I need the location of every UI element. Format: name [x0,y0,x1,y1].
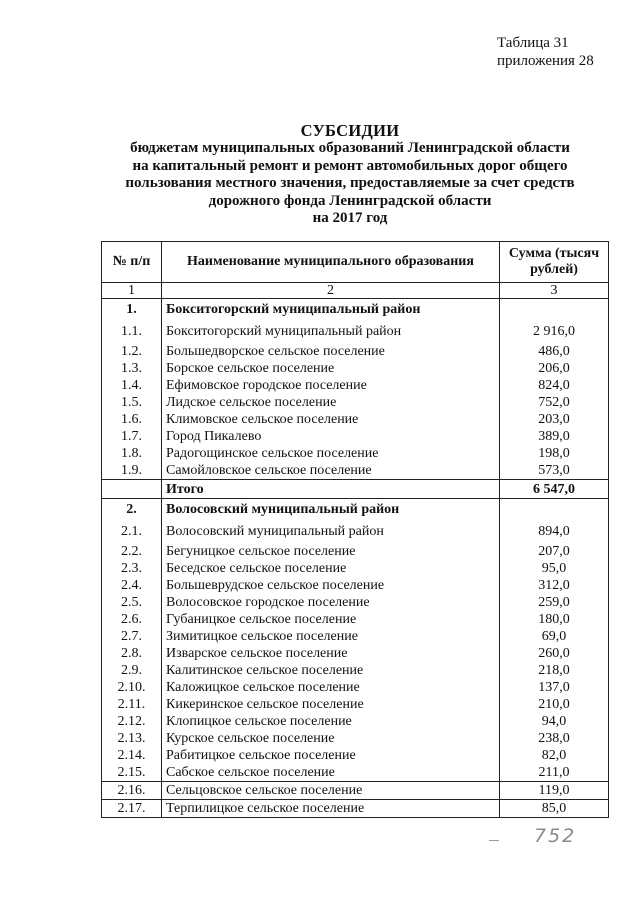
row-name: Бегуницкое сельское поселение [162,543,500,560]
row-num: 2.16. [102,782,162,800]
row-name: Рабитицкое сельское поселение [162,747,500,764]
section-name: Волосовский муниципальный район [162,499,500,520]
row-num: 1.8. [102,445,162,462]
row-value: 238,0 [500,730,609,747]
dash-mark [489,840,499,841]
title-line: на капитальный ремонт и ремонт автомобильных дорог общего [132,157,568,174]
section-value [500,299,609,320]
table-row [102,462,609,480]
table-row [102,360,609,377]
row-name: Радогощинское сельское поселение [162,445,500,462]
table-row [102,628,609,645]
row-name: Беседское сельское поселение [162,560,500,577]
table-row [102,800,609,818]
row-value: 210,0 [500,696,609,713]
row-name: Город Пикалево [162,428,500,445]
section-row [102,499,609,520]
row-value: 486,0 [500,343,609,360]
row-num: 1.7. [102,428,162,445]
total-row [102,480,609,499]
table-row [102,662,609,679]
table-row [102,679,609,696]
table-row [102,713,609,730]
table-row [102,543,609,560]
row-value: 259,0 [500,594,609,611]
row-name: Губаницкое сельское поселение [162,611,500,628]
row-num: 2.10. [102,679,162,696]
row-num: 1.1. [102,319,162,343]
table-row [102,696,609,713]
table-row [102,730,609,747]
table-row [102,577,609,594]
table-row [102,343,609,360]
document-title [60,121,640,228]
row-name: Терпилицкое сельское поселение [162,800,500,818]
row-name: Большедворское сельское поселение [162,343,500,360]
table-row [102,782,609,800]
row-value: 752,0 [500,394,609,411]
section-value [500,499,609,520]
section-num: 1. [102,299,162,320]
row-name: Сельцовское сельское поселение [162,782,500,800]
table-row [102,319,609,343]
header-num: № п/п [102,242,162,283]
column-numbers-row [102,283,609,299]
table-row [102,519,609,543]
reference-table-number: Таблица 31 [497,35,569,51]
row-num: 2.3. [102,560,162,577]
column-number: 2 [162,283,500,299]
subsidies-table [101,241,609,818]
row-name: Калитинское сельское поселение [162,662,500,679]
row-num: 2.2. [102,543,162,560]
row-num: 2.1. [102,519,162,543]
row-name: Волосовское городское поселение [162,594,500,611]
row-value: 312,0 [500,577,609,594]
row-num: 1.4. [102,377,162,394]
table-row [102,594,609,611]
row-num: 2.13. [102,730,162,747]
row-name: Волосовский муниципальный район [162,519,500,543]
row-value: 573,0 [500,462,609,480]
table-row [102,560,609,577]
row-value: 206,0 [500,360,609,377]
row-name: Каложицкое сельское поселение [162,679,500,696]
section-name: Бокситогорский муниципальный район [162,299,500,320]
total-num [102,480,162,499]
reference-appendix-number: приложения 28 [497,53,594,69]
row-value: 218,0 [500,662,609,679]
section-num: 2. [102,499,162,520]
row-num: 2.12. [102,713,162,730]
table-row [102,377,609,394]
row-name: Изварское сельское поселение [162,645,500,662]
row-name: Зимитицкое сельское поселение [162,628,500,645]
row-value: 69,0 [500,628,609,645]
row-name: Самойловское сельское поселение [162,462,500,480]
table-reference [497,34,627,70]
title-line: бюджетам муниципальных образований Ленинградской области [130,140,570,156]
table-row [102,445,609,462]
row-name: Кикеринское сельское поселение [162,696,500,713]
row-name: Большеврудское сельское поселение [162,577,500,594]
row-name: Клопицкое сельское поселение [162,713,500,730]
row-value: 260,0 [500,645,609,662]
header-name: Наименование муниципального образования [162,242,500,283]
table-row [102,747,609,764]
row-value: 198,0 [500,445,609,462]
table-row [102,611,609,628]
row-value: 95,0 [500,560,609,577]
row-name: Ефимовское городское поселение [162,377,500,394]
row-value: 94,0 [500,713,609,730]
table-header-row [102,242,609,283]
row-num: 2.7. [102,628,162,645]
table-row [102,394,609,411]
row-value: 389,0 [500,428,609,445]
row-num: 2.14. [102,747,162,764]
table-row [102,764,609,782]
total-value: 6 547,0 [500,480,609,499]
page-number-stamp: 752 [534,825,577,847]
row-name: Курское сельское поселение [162,730,500,747]
row-value: 82,0 [500,747,609,764]
row-value: 824,0 [500,377,609,394]
header-sum: Сумма (тысяч рублей) [500,242,609,283]
row-value: 85,0 [500,800,609,818]
title-main: СУБСИДИИ [300,121,400,140]
row-num: 2.11. [102,696,162,713]
title-line: пользования местного значения, предоставляемые за счет средств [125,175,575,192]
row-num: 1.9. [102,462,162,480]
row-num: 1.3. [102,360,162,377]
row-num: 1.2. [102,343,162,360]
row-value: 894,0 [500,519,609,543]
row-name: Лидское сельское поселение [162,394,500,411]
row-value: 119,0 [500,782,609,800]
table-row [102,428,609,445]
row-name: Климовское сельское поселение [162,411,500,428]
row-num: 2.6. [102,611,162,628]
row-num: 2.9. [102,662,162,679]
row-num: 2.4. [102,577,162,594]
row-num: 2.5. [102,594,162,611]
row-value: 180,0 [500,611,609,628]
row-value: 211,0 [500,764,609,782]
title-line: дорожного фонда Ленинградской области [208,192,492,209]
total-label: Итого [162,480,500,499]
table-row [102,411,609,428]
row-value: 137,0 [500,679,609,696]
row-name: Бокситогорский муниципальный район [162,319,500,343]
table-row [102,645,609,662]
row-num: 1.6. [102,411,162,428]
row-num: 2.17. [102,800,162,818]
row-num: 1.5. [102,394,162,411]
column-number: 1 [102,283,162,299]
title-year: на 2017 год [312,210,388,227]
section-row [102,299,609,320]
row-value: 203,0 [500,411,609,428]
row-num: 2.8. [102,645,162,662]
row-name: Борское сельское поселение [162,360,500,377]
row-value: 207,0 [500,543,609,560]
column-number: 3 [500,283,609,299]
row-name: Сабское сельское поселение [162,764,500,782]
row-num: 2.15. [102,764,162,782]
row-value: 2 916,0 [500,319,609,343]
